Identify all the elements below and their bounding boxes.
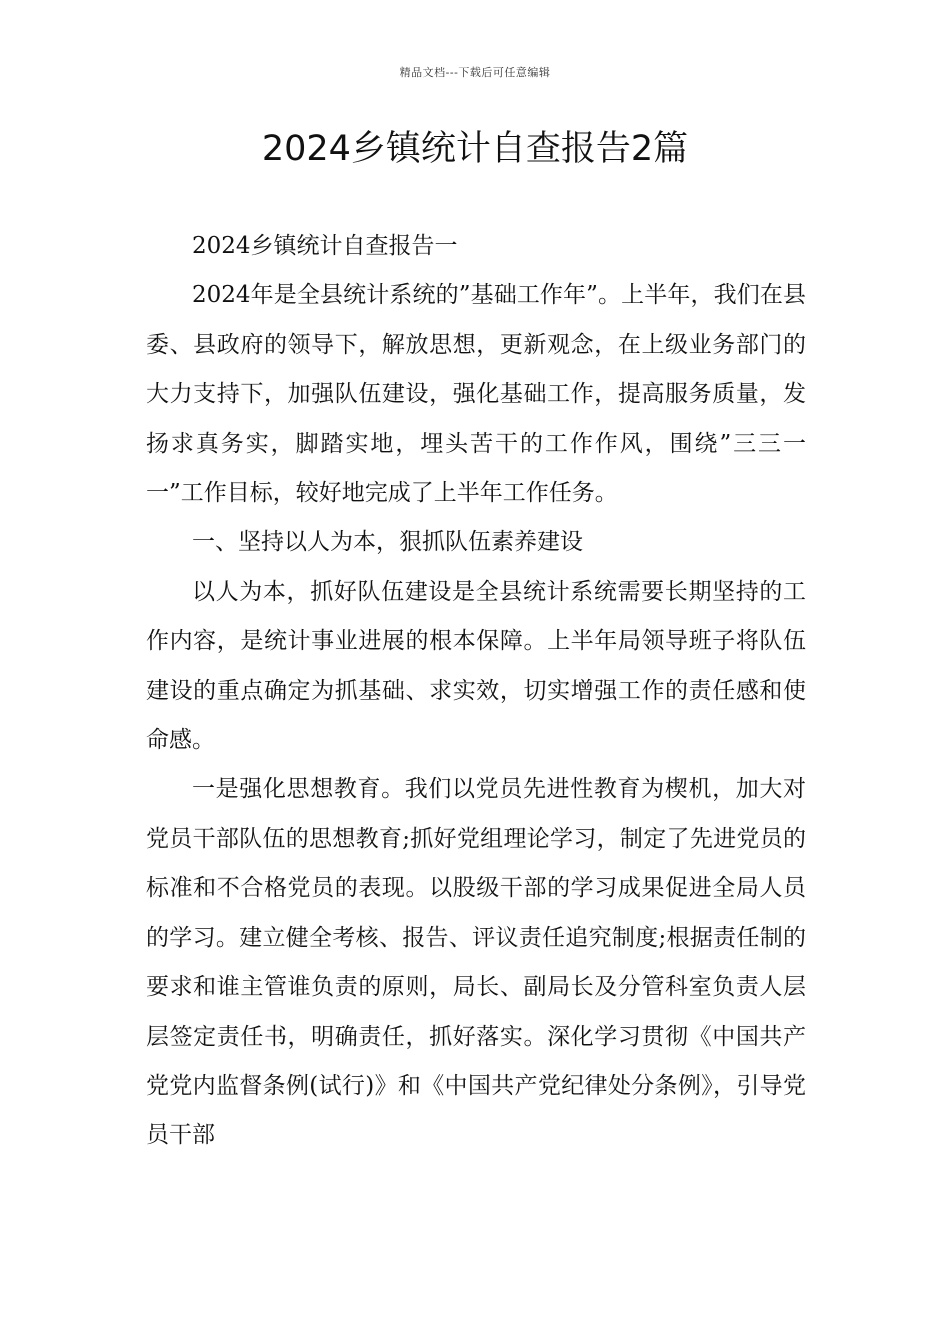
section-heading: 一、坚持以人为本，狠抓队伍素养建设 [192, 529, 583, 556]
document-title: 2024乡镇统计自查报告2篇 [261, 129, 689, 169]
document-body [146, 222, 806, 1161]
paragraph: 2024年是全县统计系统的”基础工作年”。上半年，我们在县委、县政府的领导下，解放思想，更新观念，在上级业务部门的大力支持下，加强队伍建设，强化基础工作，提高服务质量，发扬求真务实，脚踏实地，埋头苦干的工作作风，围绕”三三一一”工作目标，较好地完成了上半年工作任务。 [146, 282, 806, 507]
section-heading: 2024乡镇统计自查报告一 [192, 233, 458, 259]
paragraph: 一是强化思想教育。我们以党员先进性教育为楔机，加大对党员干部队伍的思想教育;抓好党组理论学习，制定了先进党员的标准和不合格党员的表现。以股级干部的学习成果促进全局人员的学习。建立健全考核、报告、评议责任追究制度;根据责任制的要求和谁主管谁负责的原则，局长、副局长及分管科室负责人层层签定责任书，明确责任，抓好落实。深化学习贯彻《中国共产党党内监督条例(试行)》和《中国共产党纪律处分条例》，引导党员干部 [146, 776, 806, 1149]
header-note: 精品文档---下载后可任意编辑 [399, 66, 551, 79]
paragraph: 以人为本，抓好队伍建设是全县统计系统需要长期坚持的工作内容，是统计事业进展的根本保障。上半年局领导班子将队伍建设的重点确定为抓基础、求实效，切实增强工作的责任感和使命感。 [146, 578, 806, 754]
